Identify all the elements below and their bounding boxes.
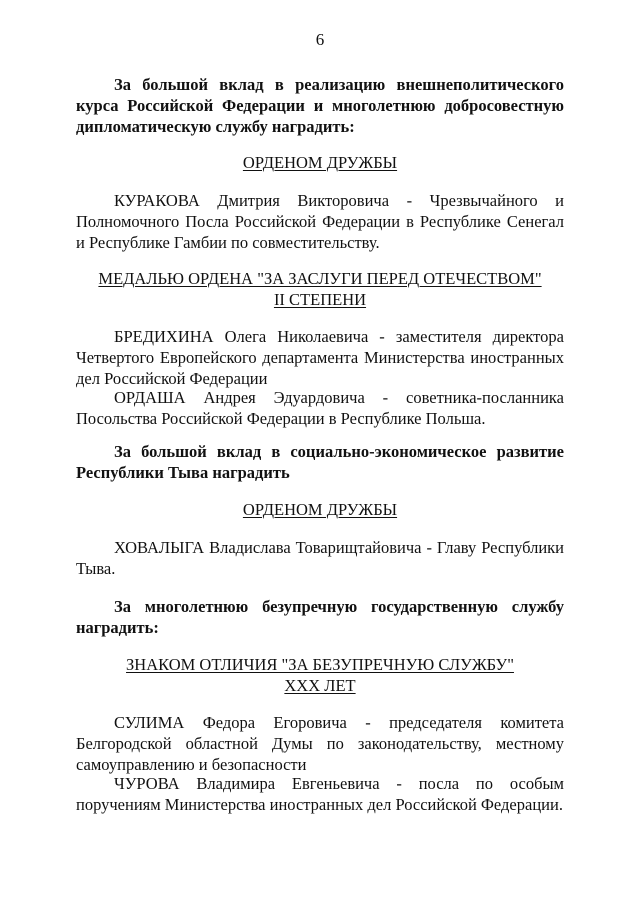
recipient-churov <box>76 773 564 815</box>
recipient-surname: БРЕДИХИНА <box>114 327 214 346</box>
recipient-sulim <box>76 712 564 775</box>
recipient-surname: ЧУРОВА <box>114 774 180 793</box>
page-number: 6 <box>315 30 325 49</box>
recipient-details: Федора Егоровича - председателя комитета Белгородской областной Думы по законодательству, местному самоуправлению и безопасности <box>76 713 564 774</box>
recipient-surname: ОРДАША <box>114 388 186 407</box>
award-title-order-of-friendship <box>76 499 564 520</box>
recipient-kurakov <box>76 190 564 253</box>
award-title-line: ЗНАКОМ ОТЛИЧИЯ "ЗА БЕЗУПРЕЧНУЮ СЛУЖБУ" <box>126 655 514 674</box>
recipient-details: Андрея Эдуардовича - советника-посланника Посольства Российской Федерации в Республике Польша. <box>76 388 564 428</box>
award-title-line: XXX ЛЕТ <box>284 676 356 695</box>
recipient-surname: КУРАКОВА <box>114 191 200 210</box>
recipient-surname: ХОВАЛЫГА <box>114 538 205 557</box>
award-title-line: II СТЕПЕНИ <box>273 290 367 309</box>
award-title-line: ОРДЕНОМ ДРУЖБЫ <box>242 153 398 172</box>
award-title-medal-order-merit <box>76 268 564 310</box>
award-title-line: ОРДЕНОМ ДРУЖБЫ <box>242 500 398 519</box>
recipient-details: Владимира Евгеньевича - посла по особым поручениям Министерства иностранных дел Российской Федерации. <box>76 774 564 814</box>
recipient-khovalyg <box>76 537 564 579</box>
recipient-details: Владислава Товарищтайовича - Главу Республики Тыва. <box>76 538 564 578</box>
section-2-intro: За большой вклад в социально-экономическое развитие Республики Тыва наградить <box>76 442 564 482</box>
recipient-bredikhin <box>76 326 564 389</box>
award-title-line: МЕДАЛЬЮ ОРДЕНА "ЗА ЗАСЛУГИ ПЕРЕД ОТЕЧЕСТВОМ" <box>98 269 542 288</box>
section-1-intro: За большой вклад в реализацию внешнеполитического курса Российской Федерации и многолетнюю добросовестную дипломатическую службу наградить: <box>76 75 564 136</box>
recipient-surname: СУЛИМА <box>114 713 185 732</box>
section-3-intro: За многолетнюю безупречную государственную службу наградить: <box>76 597 564 637</box>
award-title-order-of-friendship <box>76 152 564 173</box>
recipient-ordash <box>76 387 564 429</box>
recipient-details: Олега Николаевича - заместителя директора Четвертого Европейского департамента Министерства иностранных дел Российской Федерации <box>76 327 564 388</box>
award-title-impeccable-service <box>76 654 564 696</box>
recipient-details: Дмитрия Викторовича - Чрезвычайного и Полномочного Посла Российской Федерации в Республике Сенегал и Республике Гамбии по совместительству. <box>76 191 564 252</box>
